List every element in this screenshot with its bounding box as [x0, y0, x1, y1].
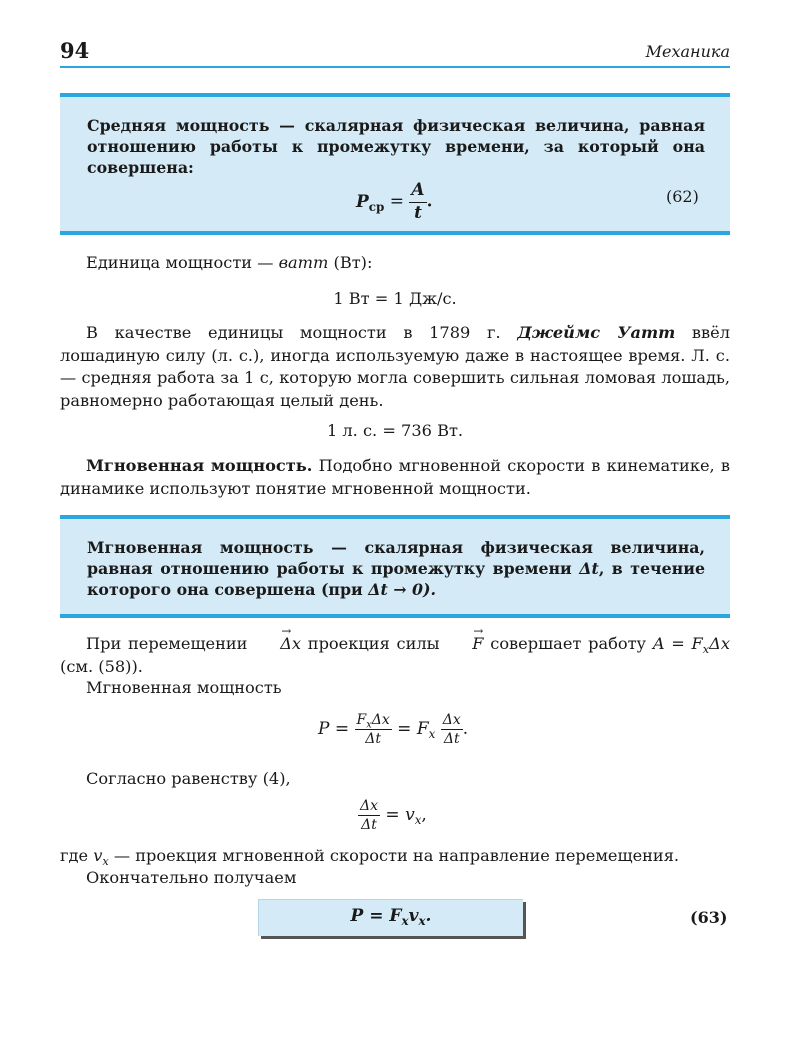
fraction-denominator: t: [414, 202, 422, 223]
eq1-mid: = F: [397, 719, 429, 740]
eq1-num1: F: [356, 712, 367, 728]
formula-subscript: ср: [368, 199, 385, 214]
eq2-rhs-sub: x: [414, 813, 422, 828]
eq1-num1-end: Δx: [371, 712, 390, 728]
p5-b: — проекция мгновенной скорости на направление перемещения.: [113, 846, 680, 865]
velocity-equation: [358, 798, 427, 833]
def2-part1: Мгновенная мощность — скалярная физическая величина, равная отношению работы к промежутку времени: [87, 538, 705, 578]
force-vector: → F: [446, 633, 483, 656]
equation-number: (62): [666, 187, 699, 206]
formula-symbol: P: [356, 191, 369, 212]
p5-sub: x: [102, 853, 109, 868]
hp-text-after: ввёл лошадиную силу (л. с.), иногда используемую даже в настоящее время. Л. с. — средняя работа за 1 с, которую могла совершить сильная ломовая лошадь, равномерно работающая целый день.: [60, 323, 730, 410]
formula-62: [356, 181, 433, 223]
hp-text-before: В качестве единицы мощности в 1789 г.: [86, 323, 501, 342]
definition-text-2: [87, 537, 705, 600]
result-lhs: P = F: [350, 906, 402, 926]
horsepower-formula: 1 л. с. = 736 Вт.: [326, 421, 464, 440]
definition-box-average-power: [60, 93, 730, 235]
result-sub1: x: [401, 914, 409, 929]
eq2-num: Δx: [358, 798, 380, 816]
instant-power-paragraph: [60, 455, 730, 500]
displacement-vector: → Δx: [254, 633, 301, 656]
derivation-paragraph-5: [60, 846, 680, 868]
unit-intro: Единица мощности —: [86, 253, 274, 272]
p1-a: При перемещении: [86, 634, 248, 653]
instant-heading: Мгновенная мощность.: [86, 456, 313, 475]
person-name: Джеймс Уатт: [517, 323, 676, 342]
formula-period: .: [426, 191, 433, 212]
unit-paragraph: [86, 253, 372, 272]
unit-abbr: (Вт):: [333, 253, 373, 272]
eq1-den2: Δt: [443, 731, 460, 748]
eq2-rhs: = v: [385, 805, 415, 826]
p1-sub: x: [702, 641, 710, 656]
p1-formula: A = F: [652, 634, 703, 653]
derivation-paragraph-4: Согласно равенству (4),: [86, 769, 291, 788]
definition-box-instant-power: [60, 515, 730, 618]
p5-a: где: [60, 846, 89, 865]
eq1-end: .: [462, 719, 469, 740]
horsepower-paragraph: [60, 322, 730, 412]
eq1-fraction-2: [441, 712, 463, 747]
eq1-num2: Δx: [441, 712, 463, 730]
header-rule: [60, 66, 730, 68]
derivation-paragraph-3: Мгновенная мощность: [86, 678, 282, 697]
page-number: 94: [60, 38, 90, 63]
eq1-fraction-1: [355, 712, 392, 747]
p5-v: v: [93, 846, 103, 865]
p1-c: совершает работу: [490, 634, 647, 653]
def2-part2: , в течение которого она совершена (при: [87, 559, 705, 599]
eq2-fraction: [358, 798, 380, 833]
instant-power-equation: [318, 712, 468, 747]
def2-delta-t: Δt: [579, 559, 599, 578]
eq1-num1-sub: x: [366, 719, 372, 731]
unit-formula: 1 Вт = 1 Дж/с.: [333, 289, 457, 308]
formula-fraction: [409, 181, 426, 223]
result-formula-box: [258, 899, 523, 936]
section-title: Механика: [645, 42, 730, 61]
eq2-end: ,: [421, 805, 427, 826]
p1-b: проекция силы: [307, 634, 440, 653]
result-formula: [259, 906, 523, 929]
result-end: .: [425, 906, 432, 926]
instant-text: Подобно мгновенной скорости в кинематике, в динамике используют понятие мгновенной мощности.: [60, 456, 730, 498]
definition-text: Средняя мощность — скалярная физическая величина, равная отношению работы к промежутку времени, за который она совершена:: [87, 116, 705, 177]
equation-number-63: (63): [690, 908, 728, 927]
derivation-paragraph-1: [60, 633, 730, 678]
p1-end: Δx: [709, 634, 730, 653]
eq1-den1: Δt: [365, 731, 381, 748]
derivation-paragraph-6: Окончательно получаем: [86, 868, 297, 887]
result-mid: v: [408, 906, 419, 926]
fraction-numerator: A: [409, 181, 426, 203]
p2: (см. (58)).: [60, 656, 143, 676]
def2-part3: Δt → 0).: [368, 580, 437, 599]
eq1-lhs: P =: [318, 719, 350, 740]
eq2-den: Δt: [361, 817, 377, 834]
eq1-mid-sub: x: [428, 727, 436, 742]
result-sub2: x: [418, 914, 426, 929]
unit-name: ватт: [278, 253, 329, 272]
formula-equals: =: [389, 191, 405, 212]
